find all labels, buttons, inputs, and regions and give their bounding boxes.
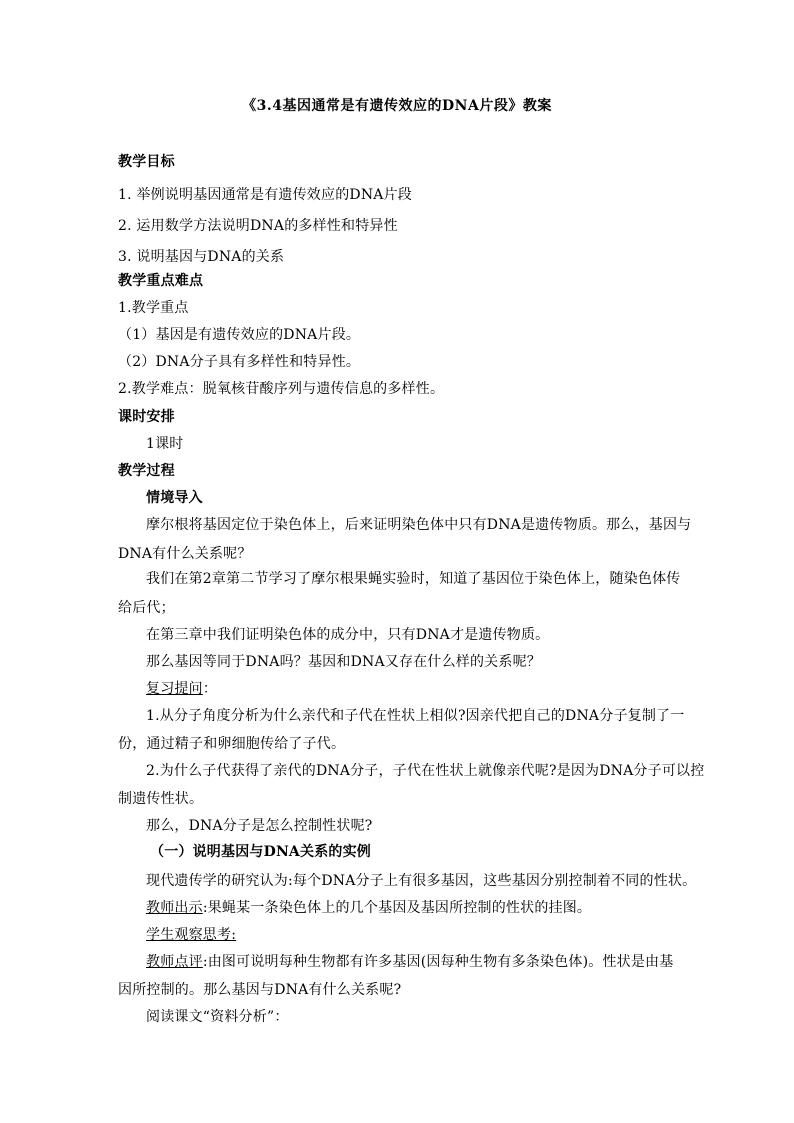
- intro-heading: 情境导入: [146, 490, 203, 506]
- question-2-line-1: 2.为什么子代获得了亲代的DNA分子，子代在性状上就像亲代呢?是因为DNA分子可以控: [146, 763, 705, 779]
- paragraph-2-line-2: 给后代；: [118, 600, 175, 616]
- paragraph-1-line-2: DNA有什么关系呢？: [118, 546, 252, 562]
- paragraph-7: 阅读课文“资料分析”：: [146, 1009, 289, 1025]
- keypoints-label: 1.教学重点: [118, 300, 189, 316]
- keypoint-item-1: （1）基因是有遗传效应的DNA片段。: [118, 327, 361, 343]
- keypoints-heading: 教学重点难点: [118, 273, 204, 289]
- teacher-comment-line-1: [146, 953, 673, 971]
- student-observe-line: [146, 926, 236, 944]
- section-1-heading: （一）说明基因与DNA关系的实例: [150, 844, 371, 860]
- difficulty-text: 2.教学难点：脱氧核苷酸序列与遗传信息的多样性。: [118, 381, 445, 397]
- paragraph-1-line-1: 摩尔根将基因定位于染色体上，后来证明染色体中只有DNA是遗传物质。那么，基因与: [146, 517, 692, 533]
- teacher-show-line: [146, 899, 591, 917]
- question-1-line-2: 份，通过精子和卵细胞传给了子代。: [118, 736, 346, 752]
- student-observe-label: 学生观察思考: [146, 927, 232, 943]
- review-label: 复习提问: [146, 681, 203, 697]
- paragraph-5: 那么，DNA分子是怎么控制性状呢?: [146, 818, 373, 834]
- objective-item-1: 1. 举例说明基因通常是有遗传效应的DNA片段: [118, 187, 412, 203]
- objectives-heading: 教学目标: [118, 154, 175, 170]
- review-colon: ：: [202, 681, 218, 697]
- schedule-value: 1课时: [146, 436, 184, 452]
- teacher-show-label: 教师出示: [146, 900, 203, 916]
- objective-item-3: 3. 说明基因与DNA的关系: [118, 249, 285, 265]
- teacher-comment-text: :由图可说明每种生物都有许多基因(因每种生物有多条染色体)。性状是由基: [202, 954, 674, 970]
- question-2-line-2: 制遗传性状。: [118, 791, 204, 807]
- paragraph-6: 现代遗传学的研究认为:每个DNA分子上有很多基因，这些基因分别控制着不同的性状。: [146, 873, 697, 889]
- paragraph-3: 在第三章中我们证明染色体的成分中，只有DNA才是遗传物质。: [146, 627, 550, 643]
- teacher-comment-label: 教师点评: [146, 954, 203, 970]
- review-label-line: [146, 680, 217, 698]
- paragraph-2-line-1: 我们在第2章第二节学习了摩尔根果蝇实验时，知道了基因位于染色体上，随染色体传: [146, 571, 681, 587]
- process-heading: 教学过程: [118, 463, 175, 479]
- teacher-comment-line-2: 因所控制的。那么基因与DNA有什么关系呢?: [118, 982, 402, 998]
- teacher-show-text: :果蝇某一条染色体上的几个基因及基因所控制的性状的挂图。: [202, 900, 592, 916]
- objective-item-2: 2. 运用数学方法说明DNA的多样性和特异性: [118, 218, 398, 234]
- document-title: 《3.4基因通常是有遗传效应的DNA片段》教案: [242, 98, 552, 114]
- schedule-heading: 课时安排: [118, 409, 175, 425]
- student-observe-colon: :: [231, 927, 237, 943]
- paragraph-4: 那么基因等同于DNA吗？基因和DNA又存在什么样的关系呢？: [146, 654, 541, 670]
- question-1-line-1: 1.从分子角度分析为什么亲代和子代在性状上相似?因亲代把自己的DNA分子复制了一: [146, 708, 685, 724]
- keypoint-item-2: （2）DNA分子具有多样性和特异性。: [118, 354, 361, 370]
